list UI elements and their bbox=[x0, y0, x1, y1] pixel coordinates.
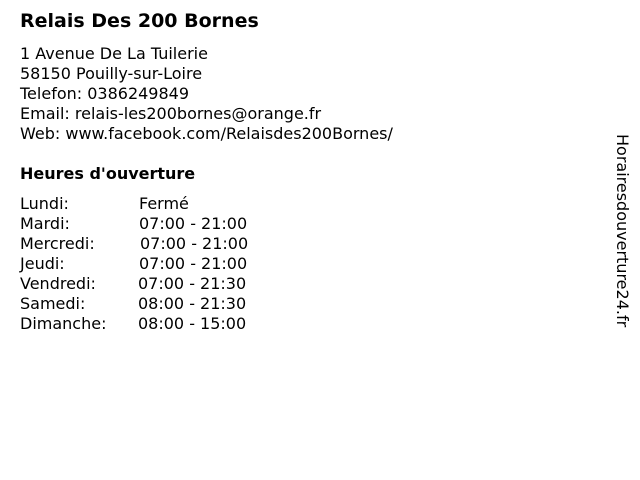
business-name: Relais Des 200 Bornes bbox=[20, 10, 259, 32]
day-label: Mardi: bbox=[20, 214, 70, 233]
email-line: Email: relais-les200bornes@orange.fr bbox=[20, 104, 322, 123]
street-address: 1 Avenue De La Tuilerie bbox=[20, 44, 208, 63]
day-label: Dimanche: bbox=[20, 314, 107, 333]
day-label: Jeudi: bbox=[20, 254, 65, 273]
opening-hours-heading: Heures d'ouverture bbox=[20, 164, 196, 183]
day-label: Mercredi: bbox=[20, 234, 95, 253]
day-hours: Fermé bbox=[139, 194, 189, 213]
website-line: Web: www.facebook.com/Relaisdes200Bornes/ bbox=[20, 124, 393, 143]
source-watermark: Horairesdouverture24.fr bbox=[613, 134, 632, 328]
city-postal-code: 58150 Pouilly-sur-Loire bbox=[20, 64, 203, 83]
day-hours: 07:00 - 21:00 bbox=[139, 214, 248, 233]
day-hours: 07:00 - 21:30 bbox=[138, 274, 247, 293]
day-label: Samedi: bbox=[20, 294, 86, 313]
day-hours: 08:00 - 21:30 bbox=[138, 294, 247, 313]
day-hours: 07:00 - 21:00 bbox=[139, 254, 248, 273]
phone-line: Telefon: 0386249849 bbox=[20, 84, 190, 103]
day-label: Lundi: bbox=[20, 194, 69, 213]
day-hours: 08:00 - 15:00 bbox=[138, 314, 247, 333]
day-hours: 07:00 - 21:00 bbox=[140, 234, 249, 253]
day-label: Vendredi: bbox=[20, 274, 96, 293]
contact-block bbox=[20, 44, 393, 144]
